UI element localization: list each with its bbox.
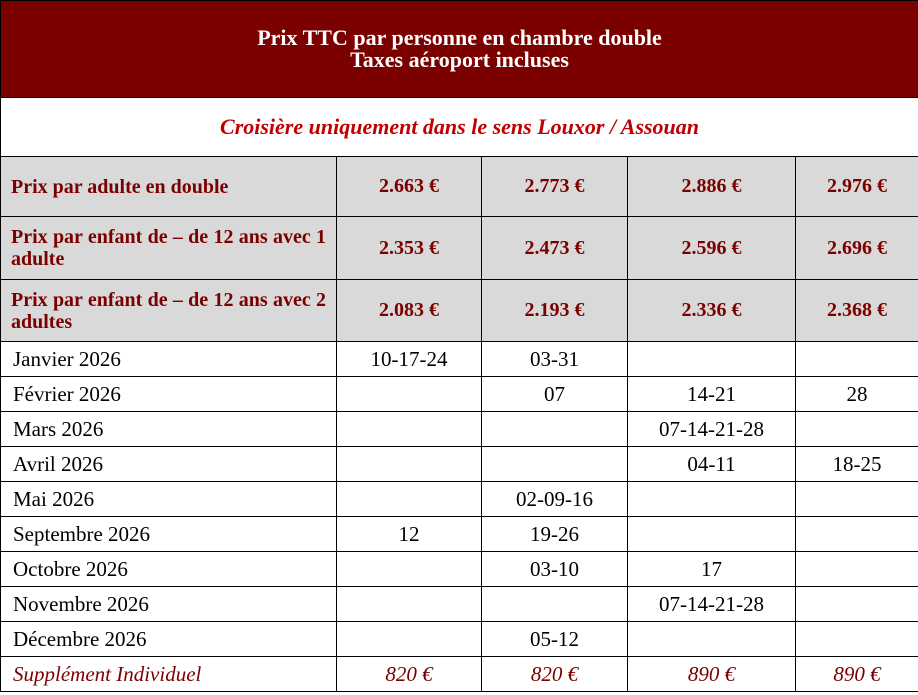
month-row-decembre: [1, 622, 918, 657]
month-row-fevrier: [1, 377, 918, 412]
month-label: Avril 2026: [1, 447, 337, 482]
route-note: Croisière uniquement dans le sens Louxor / Assouan: [1, 98, 918, 157]
header-title: Prix TTC par personne en chambre double: [257, 25, 662, 50]
price-cell: 2.696 €: [796, 217, 918, 280]
month-label: Mai 2026: [1, 482, 337, 517]
date-cell: 12: [337, 517, 482, 552]
date-cell: 18-25: [796, 447, 918, 482]
price-cell: 2.473 €: [482, 217, 628, 280]
price-cell: 2.886 €: [628, 157, 796, 217]
date-cell: [337, 447, 482, 482]
date-cell: 28: [796, 377, 918, 412]
date-cell: [796, 622, 918, 657]
date-cell: [796, 482, 918, 517]
month-label: Janvier 2026: [1, 342, 337, 377]
date-cell: [337, 622, 482, 657]
date-cell: 07-14-21-28: [628, 412, 796, 447]
month-row-septembre: [1, 517, 918, 552]
date-cell: [628, 342, 796, 377]
date-cell: [482, 447, 628, 482]
price-row-adult: [1, 157, 918, 217]
date-cell: [628, 622, 796, 657]
date-cell: [337, 482, 482, 517]
price-row-child-1-adult: [1, 217, 918, 280]
month-label: Novembre 2026: [1, 587, 337, 622]
supplement-cell: 820 €: [482, 657, 628, 692]
header-subtitle: Taxes aéroport incluses: [350, 47, 569, 72]
month-label: Mars 2026: [1, 412, 337, 447]
price-row-child-2-adults: [1, 280, 918, 342]
date-cell: [796, 552, 918, 587]
supplement-cell: 820 €: [337, 657, 482, 692]
month-row-novembre: [1, 587, 918, 622]
month-row-avril: [1, 447, 918, 482]
price-label: Prix par enfant de – de 12 ans avec 2 adultes: [1, 280, 337, 342]
date-cell: [796, 412, 918, 447]
supplement-row: [1, 657, 918, 692]
date-cell: [337, 552, 482, 587]
date-cell: 07-14-21-28: [628, 587, 796, 622]
price-cell: 2.596 €: [628, 217, 796, 280]
date-cell: 03-31: [482, 342, 628, 377]
date-cell: 03-10: [482, 552, 628, 587]
price-label: Prix par adulte en double: [1, 157, 337, 217]
header-row: [1, 1, 918, 98]
price-cell: 2.083 €: [337, 280, 482, 342]
supplement-cell: 890 €: [796, 657, 918, 692]
date-cell: [482, 412, 628, 447]
price-cell: 2.663 €: [337, 157, 482, 217]
supplement-label: Supplément Individuel: [1, 657, 337, 692]
date-cell: [628, 482, 796, 517]
date-cell: 02-09-16: [482, 482, 628, 517]
date-cell: [482, 587, 628, 622]
date-cell: 10-17-24: [337, 342, 482, 377]
price-label: Prix par enfant de – de 12 ans avec 1 adulte: [1, 217, 337, 280]
month-label: Décembre 2026: [1, 622, 337, 657]
date-cell: 14-21: [628, 377, 796, 412]
date-cell: [628, 517, 796, 552]
subheader-row: [1, 98, 918, 157]
price-cell: 2.773 €: [482, 157, 628, 217]
price-cell: 2.353 €: [337, 217, 482, 280]
month-label: Février 2026: [1, 377, 337, 412]
month-row-janvier: [1, 342, 918, 377]
month-label: Septembre 2026: [1, 517, 337, 552]
supplement-cell: 890 €: [628, 657, 796, 692]
date-cell: [337, 412, 482, 447]
price-cell: 2.368 €: [796, 280, 918, 342]
date-cell: 17: [628, 552, 796, 587]
date-cell: 05-12: [482, 622, 628, 657]
month-label: Octobre 2026: [1, 552, 337, 587]
date-cell: 19-26: [482, 517, 628, 552]
date-cell: [796, 517, 918, 552]
month-row-mai: [1, 482, 918, 517]
date-cell: 04-11: [628, 447, 796, 482]
table-header: [1, 1, 918, 98]
price-cell: 2.193 €: [482, 280, 628, 342]
date-cell: [337, 377, 482, 412]
date-cell: [337, 587, 482, 622]
date-cell: 07: [482, 377, 628, 412]
month-row-octobre: [1, 552, 918, 587]
price-cell: 2.336 €: [628, 280, 796, 342]
price-cell: 2.976 €: [796, 157, 918, 217]
date-cell: [796, 342, 918, 377]
month-row-mars: [1, 412, 918, 447]
date-cell: [796, 587, 918, 622]
